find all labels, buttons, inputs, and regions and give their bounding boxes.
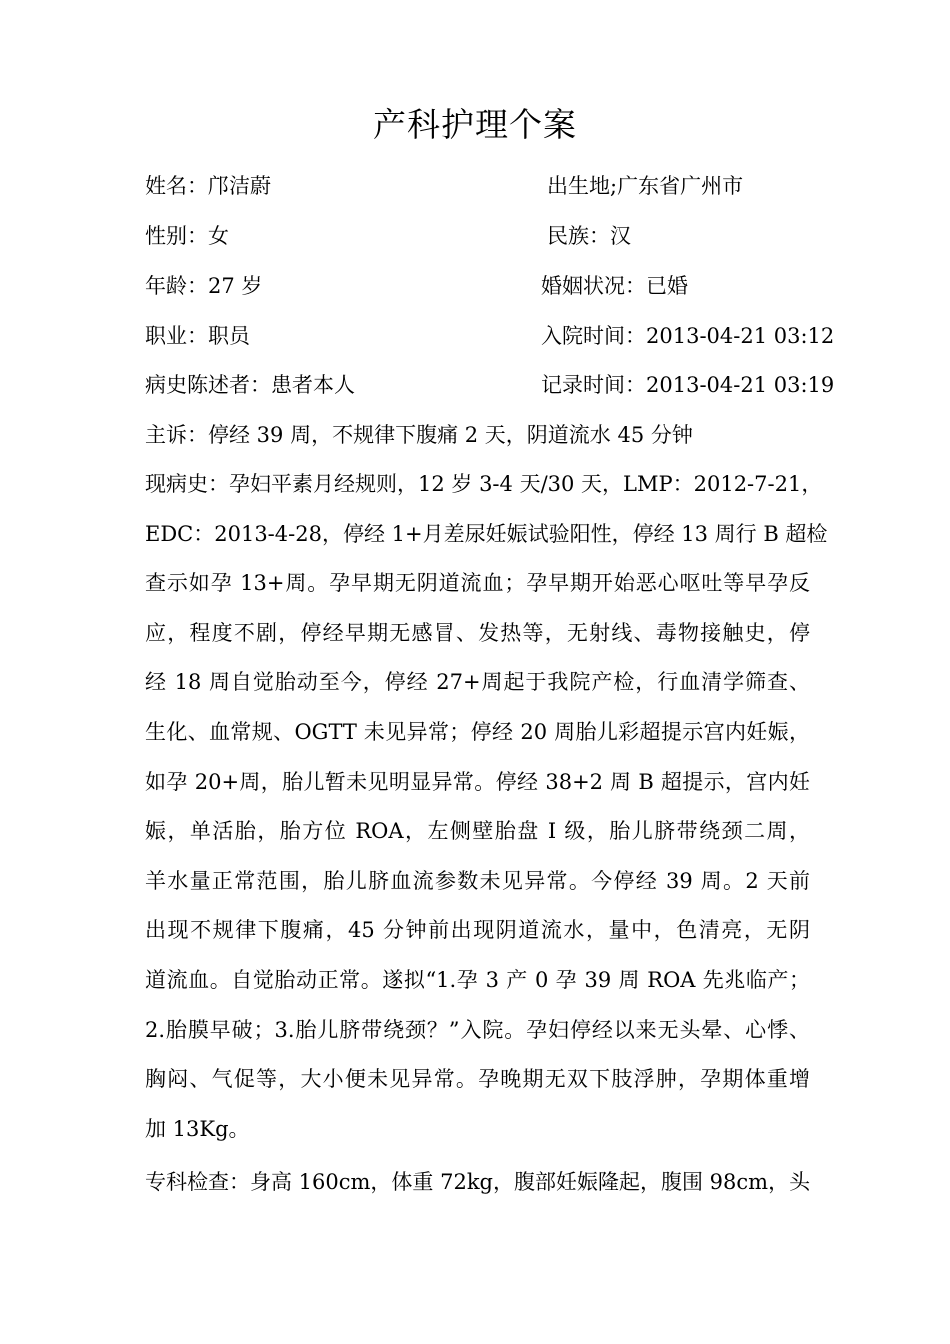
history-line: 道流血。自觉胎动正常。遂拟“1.孕 3 产 0 孕 39 周 ROA 先兆临产； xyxy=(145,967,810,992)
history-line: 娠，单活胎，胎方位 ROA，左侧壁胎盘 I 级，胎儿脐带绕颈二周， xyxy=(145,819,810,844)
history-line: 加 13Kg。 xyxy=(145,1116,250,1141)
history-line: 查示如孕 13+周。孕早期无阴道流血；孕早期开始恶心呕吐等早孕反 xyxy=(145,571,810,596)
history-line: 2.胎膜早破；3.胎儿脐带绕颈？”入院。孕妇停经以来无头晕、心悸、 xyxy=(145,1017,810,1042)
record-time: 记录时间：2013-04-21 03:19 xyxy=(541,373,835,397)
history-narrator: 病史陈述者：患者本人 xyxy=(145,373,355,397)
specialty-exam xyxy=(145,1158,810,1208)
page-title: 产科护理个案 xyxy=(373,105,577,144)
history-line: 胸闷、气促等，大小便未见异常。孕晚期无双下肢浮肿，孕期体重增 xyxy=(145,1067,810,1092)
admission-time: 入院时间：2013-04-21 03:12 xyxy=(541,324,835,348)
history-line: 出现不规律下腹痛，45 分钟前出现阴道流水，量中，色清亮，无阴 xyxy=(145,918,810,943)
history-line: 如孕 20+周，胎儿暂未见明显异常。停经 38+2 周 B 超提示，宫内妊 xyxy=(145,769,810,794)
exam-line: 专科检查：身高 160cm，体重 72kg，腹部妊娠隆起，腹围 98cm，头 xyxy=(145,1170,811,1194)
history-line: EDC：2013-4-28，停经 1+月差尿妊娠试验阳性，停经 13 周行 B 超检 xyxy=(145,521,828,546)
patient-birthplace: 出生地;广东省广州市 xyxy=(547,174,744,198)
history-line: 经 18 周自觉胎动至今，停经 27+周起于我院产检，行血清学筛查、 xyxy=(145,670,810,695)
patient-name: 姓名：邝洁蔚 xyxy=(145,174,271,198)
present-illness-history xyxy=(145,460,828,1154)
patient-age: 年龄：27 岁 xyxy=(145,274,263,298)
patient-gender: 性别：女 xyxy=(145,224,229,248)
patient-occupation: 职业：职员 xyxy=(145,324,250,348)
history-line: 应，程度不剧，停经早期无感冒、发热等，无射线、毒物接触史，停 xyxy=(145,620,810,645)
history-line: 生化、血常规、OGTT 未见异常；停经 20 周胎儿彩超提示宫内妊娠， xyxy=(145,719,810,744)
patient-ethnicity: 民族：汉 xyxy=(547,224,631,248)
chief-complaint: 主诉：停经 39 周，不规律下腹痛 2 天，阴道流水 45 分钟 xyxy=(145,423,693,447)
history-line: 羊水量正常范围，胎儿脐血流参数未见异常。今停经 39 周。2 天前 xyxy=(145,868,810,893)
history-line: 现病史：孕妇平素月经规则，12 岁 3-4 天/30 天，LMP：2012-7-21， xyxy=(145,472,823,496)
patient-marital-status: 婚姻状况：已婚 xyxy=(541,274,688,298)
